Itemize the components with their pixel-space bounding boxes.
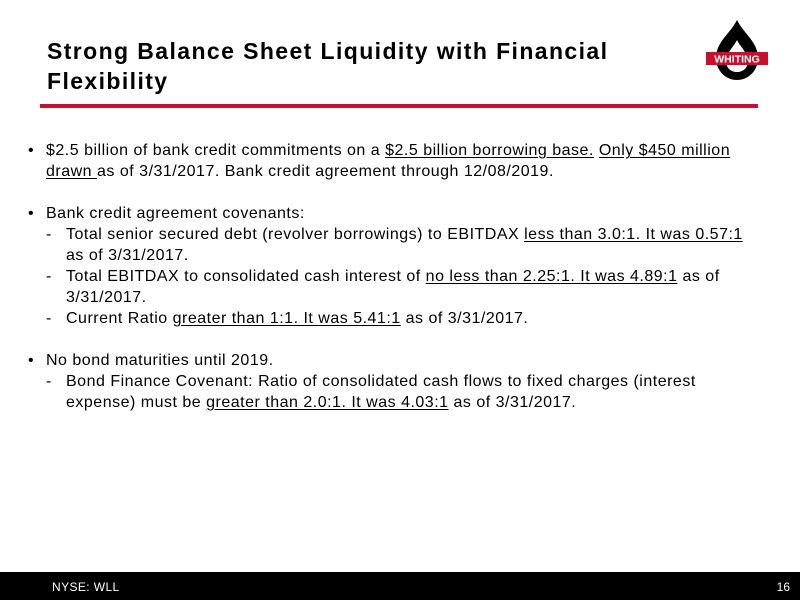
slide-title: Strong Balance Sheet Liquidity with Financial Flexibility <box>47 38 609 94</box>
slide-content <box>28 140 758 413</box>
underlined-text: no less than 2.25:1. It was 4.89:1 <box>425 268 678 285</box>
logo-text: WHITING <box>714 53 760 66</box>
bullet-text: Bank credit agreement covenants: <box>46 205 305 222</box>
footer-ticker: NYSE: WLL <box>52 580 120 594</box>
sub-bullet-marker: - <box>46 310 52 327</box>
footer-bar <box>0 572 800 600</box>
underlined-text: greater than 1:1. It was 5.41:1 <box>172 310 401 327</box>
underlined-text: Only $450 million drawn <box>46 142 731 180</box>
sub-bullet-text: Bond Finance Covenant: Ratio of consolidated cash flows to fixed charges (interest expense) must be greater than 2.0:1. It was 4.03:1 as of 3/31/2017. <box>66 373 696 411</box>
sub-bullet-text: Total EBITDAX to consolidated cash interest of no less than 2.25:1. It was 4.89:1 as of 3/31/2017. <box>66 268 720 306</box>
underlined-text: $2.5 billion borrowing base. <box>385 142 594 159</box>
bullet-text: $2.5 billion of bank credit commitments on a $2.5 billion borrowing base. Only $450 million drawn as of 3/31/2017. Bank credit agreement through 12/08/2019. <box>46 142 731 180</box>
title-rule <box>40 104 758 108</box>
sub-bullet-senior-debt <box>46 224 758 266</box>
bullet-marker: • <box>28 352 35 369</box>
sub-bullet-cash-interest <box>46 266 758 308</box>
sub-bullet-text: Total senior secured debt (revolver borrowings) to EBITDAX less than 3.0:1. It was 0.57:1 as of 3/31/2017. <box>66 226 743 264</box>
sub-bullet-text: Current Ratio greater than 1:1. It was 5.41:1 as of 3/31/2017. <box>66 310 529 327</box>
bullet-covenants <box>28 203 758 224</box>
bullet-bond-maturities <box>28 350 758 371</box>
whiting-logo <box>702 18 772 86</box>
bullet-marker: • <box>28 142 35 159</box>
sub-bullet-marker: - <box>46 373 52 390</box>
underlined-text: less than 3.0:1. It was 0.57:1 <box>524 226 743 243</box>
sub-bullet-bond-covenant <box>46 371 758 413</box>
sub-bullet-current-ratio <box>46 308 758 329</box>
bullet-text: No bond maturities until 2019. <box>46 352 274 369</box>
underlined-text: greater than 2.0:1. It was 4.03:1 <box>206 394 449 411</box>
bullet-marker: • <box>28 205 35 222</box>
sub-bullet-marker: - <box>46 226 52 243</box>
bullet-credit-commitments <box>28 140 758 182</box>
sub-bullet-marker: - <box>46 268 52 285</box>
page-number: 16 <box>776 580 790 594</box>
